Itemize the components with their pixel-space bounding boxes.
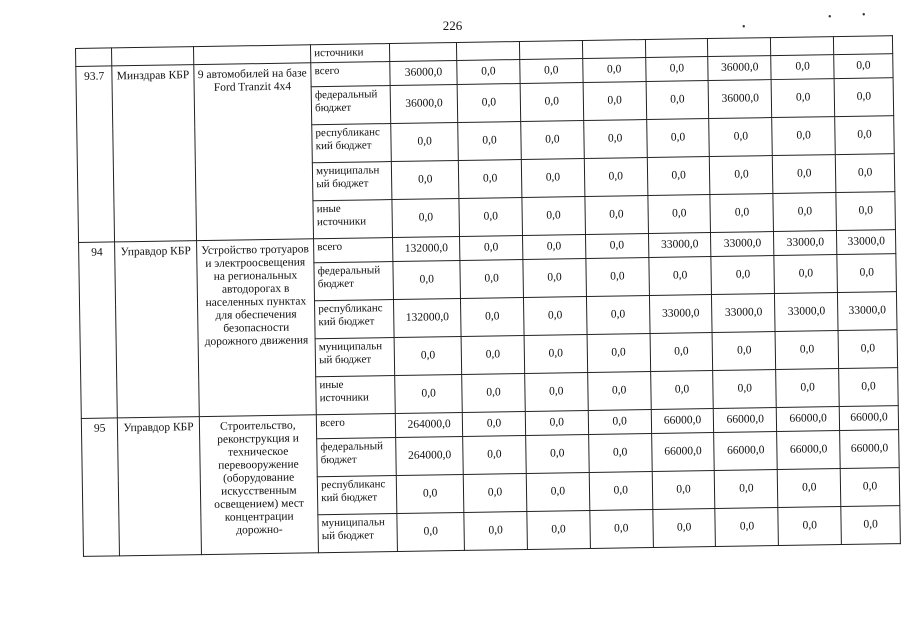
- amount-cell: 0,0: [835, 116, 894, 155]
- amount-cell: 36000,0: [390, 85, 457, 124]
- amount-cell: 66000,0: [714, 408, 777, 433]
- amount-cell: 0,0: [457, 60, 520, 85]
- amount-cell: 66000,0: [714, 432, 777, 471]
- value-cell: [457, 42, 520, 61]
- amount-cell: 264000,0: [395, 412, 462, 437]
- amount-cell: 0,0: [839, 368, 898, 407]
- amount-cell: 0,0: [774, 255, 837, 294]
- amount-cell: 0,0: [392, 198, 459, 237]
- amount-cell: 132000,0: [394, 298, 461, 337]
- page-number: 226: [442, 18, 463, 33]
- source-cell: источники: [311, 44, 390, 63]
- amount-cell: 0,0: [396, 474, 463, 513]
- amount-cell: 0,0: [776, 369, 839, 408]
- amount-cell: 0,0: [771, 55, 834, 80]
- amount-cell: 0,0: [395, 374, 462, 413]
- amount-cell: 0,0: [648, 257, 711, 296]
- amount-cell: 0,0: [527, 510, 590, 549]
- amount-cell: 0,0: [590, 509, 653, 548]
- amount-cell: 0,0: [394, 336, 461, 375]
- amount-cell: 0,0: [778, 507, 841, 546]
- amount-cell: 33000,0: [649, 295, 712, 334]
- amount-cell: 0,0: [772, 117, 835, 156]
- funding-source-cell: всего: [311, 62, 390, 87]
- amount-cell: 0,0: [775, 331, 838, 370]
- amount-cell: 36000,0: [709, 80, 772, 119]
- amount-cell: 0,0: [646, 119, 709, 158]
- amount-cell: 0,0: [458, 160, 521, 199]
- value-cell: [390, 43, 457, 62]
- amount-cell: 0,0: [521, 121, 584, 160]
- amount-cell: 0,0: [587, 334, 650, 373]
- amount-cell: 0,0: [463, 435, 526, 474]
- amount-cell: 0,0: [464, 511, 527, 550]
- budget-table: [75, 35, 901, 557]
- amount-cell: 0,0: [587, 372, 650, 411]
- value-cell: [771, 37, 834, 56]
- executor-cell: Минздрав КБР: [112, 65, 196, 242]
- amount-cell: 0,0: [522, 197, 585, 236]
- funding-source-cell: муниципальн ый бюджет: [315, 338, 395, 377]
- measure-cell: 9 автомобилей на базе Ford Tranzit 4x4: [193, 63, 313, 241]
- amount-cell: 0,0: [841, 506, 900, 545]
- amount-cell: 33000,0: [837, 230, 896, 255]
- executor-cell: [112, 47, 193, 66]
- value-cell: [582, 40, 645, 59]
- amount-cell: 0,0: [461, 335, 524, 374]
- funding-source-cell: федеральный бюджет: [314, 262, 394, 301]
- amount-cell: 132000,0: [393, 236, 460, 261]
- funding-source-cell: всего: [316, 414, 395, 439]
- measure-cell: [193, 45, 311, 65]
- amount-cell: 0,0: [771, 79, 834, 118]
- measure-cell: Строительство, реконструкция и техническое перевооружение (оборудование искусственным освещением) мест концентрации дорожно-: [199, 415, 319, 555]
- funding-source-cell: иные источники: [316, 376, 396, 415]
- amount-cell: 33000,0: [712, 294, 775, 333]
- amount-cell: 0,0: [646, 81, 709, 120]
- funding-source-cell: муниципальн ый бюджет: [318, 513, 398, 552]
- funding-source-cell: иные источники: [313, 200, 393, 239]
- funding-source-cell: муниципальн ый бюджет: [312, 162, 392, 201]
- scan-speck: •: [742, 22, 746, 33]
- amount-cell: 0,0: [520, 83, 583, 122]
- amount-cell: 0,0: [457, 84, 520, 123]
- amount-cell: 0,0: [392, 160, 459, 199]
- amount-cell: 0,0: [523, 259, 586, 298]
- amount-cell: 0,0: [460, 259, 523, 298]
- funding-source-cell: республиканс кий бюджет: [312, 124, 392, 163]
- amount-cell: 0,0: [838, 330, 897, 369]
- measure-cell: Устройство тротуаров и электроосвещения на региональных автодорогах в населенных пунктах для обеспечения безопасности дорожного движения: [196, 239, 316, 417]
- amount-cell: 0,0: [393, 260, 460, 299]
- amount-cell: 0,0: [461, 297, 524, 336]
- amount-cell: 0,0: [583, 82, 646, 121]
- value-cell: [645, 39, 708, 58]
- amount-cell: 0,0: [525, 372, 588, 411]
- amount-cell: 0,0: [588, 433, 651, 472]
- value-cell: [834, 36, 893, 55]
- amount-cell: 0,0: [583, 120, 646, 159]
- amount-cell: 0,0: [773, 193, 836, 232]
- amount-cell: 36000,0: [390, 61, 457, 86]
- amount-cell: 0,0: [715, 508, 778, 547]
- amount-cell: 0,0: [715, 470, 778, 509]
- amount-cell: 0,0: [652, 471, 715, 510]
- amount-cell: 0,0: [526, 434, 589, 473]
- amount-cell: 0,0: [834, 78, 893, 117]
- funding-source-cell: всего: [314, 238, 393, 263]
- amount-cell: 0,0: [397, 512, 464, 551]
- row-index-cell: 93.7: [76, 66, 115, 243]
- amount-cell: 66000,0: [651, 409, 714, 434]
- amount-cell: 0,0: [521, 159, 584, 198]
- value-cell: [519, 41, 582, 60]
- amount-cell: 66000,0: [777, 431, 840, 470]
- amount-cell: 0,0: [835, 154, 894, 193]
- executor-cell: Управдор КБР: [115, 241, 199, 418]
- amount-cell: 0,0: [588, 409, 651, 434]
- amount-cell: 0,0: [462, 411, 525, 436]
- amount-cell: 0,0: [836, 192, 895, 231]
- amount-cell: 66000,0: [840, 430, 899, 469]
- amount-cell: 0,0: [526, 472, 589, 511]
- amount-cell: 0,0: [713, 332, 776, 371]
- amount-cell: 0,0: [773, 155, 836, 194]
- amount-cell: 0,0: [462, 373, 525, 412]
- amount-cell: 0,0: [650, 371, 713, 410]
- amount-cell: 0,0: [710, 156, 773, 195]
- amount-cell: 0,0: [589, 471, 652, 510]
- amount-cell: 0,0: [713, 370, 776, 409]
- amount-cell: 33000,0: [838, 292, 897, 331]
- amount-cell: 0,0: [650, 333, 713, 372]
- amount-cell: 0,0: [645, 57, 708, 82]
- amount-cell: 0,0: [711, 256, 774, 295]
- amount-cell: 0,0: [391, 122, 458, 161]
- amount-cell: 0,0: [523, 297, 586, 336]
- amount-cell: 66000,0: [777, 407, 840, 432]
- amount-cell: 264000,0: [396, 436, 463, 475]
- amount-cell: 0,0: [525, 410, 588, 435]
- funding-source-cell: республиканс кий бюджет: [315, 300, 395, 339]
- amount-cell: 33000,0: [711, 232, 774, 257]
- budget-table-wrapper: [75, 35, 902, 596]
- value-cell: [708, 38, 771, 57]
- amount-cell: 0,0: [583, 58, 646, 83]
- amount-cell: 0,0: [648, 195, 711, 234]
- amount-cell: 66000,0: [651, 433, 714, 472]
- amount-cell: 0,0: [520, 59, 583, 84]
- amount-cell: 33000,0: [648, 233, 711, 258]
- amount-cell: 0,0: [458, 122, 521, 161]
- funding-source-cell: республиканс кий бюджет: [317, 476, 397, 515]
- amount-cell: 33000,0: [775, 293, 838, 332]
- table-body: [76, 36, 901, 557]
- amount-cell: 0,0: [586, 258, 649, 297]
- amount-cell: 0,0: [463, 473, 526, 512]
- amount-cell: 33000,0: [774, 231, 837, 256]
- amount-cell: 0,0: [840, 468, 899, 507]
- funding-source-cell: федеральный бюджет: [311, 86, 391, 125]
- amount-cell: 0,0: [584, 158, 647, 197]
- amount-cell: 66000,0: [839, 406, 898, 431]
- amount-cell: 0,0: [524, 334, 587, 373]
- amount-cell: 0,0: [710, 194, 773, 233]
- row-index-cell: 95: [81, 418, 120, 557]
- amount-cell: 0,0: [586, 296, 649, 335]
- amount-cell: 0,0: [522, 235, 585, 260]
- amount-cell: 0,0: [647, 157, 710, 196]
- amount-cell: 0,0: [585, 234, 648, 259]
- amount-cell: 0,0: [837, 254, 896, 293]
- amount-cell: 0,0: [460, 235, 523, 260]
- funding-source-cell: федеральный бюджет: [317, 438, 397, 477]
- index-cell: [76, 48, 113, 67]
- scan-speck: •: [828, 12, 832, 23]
- amount-cell: 0,0: [652, 508, 715, 547]
- amount-cell: 0,0: [834, 54, 893, 79]
- amount-cell: 36000,0: [708, 56, 771, 81]
- executor-cell: Управдор КБР: [118, 417, 201, 556]
- row-index-cell: 94: [79, 242, 118, 419]
- amount-cell: 0,0: [585, 196, 648, 235]
- scan-speck: •: [862, 10, 866, 21]
- amount-cell: 0,0: [709, 118, 772, 157]
- amount-cell: 0,0: [778, 469, 841, 508]
- amount-cell: 0,0: [459, 197, 522, 236]
